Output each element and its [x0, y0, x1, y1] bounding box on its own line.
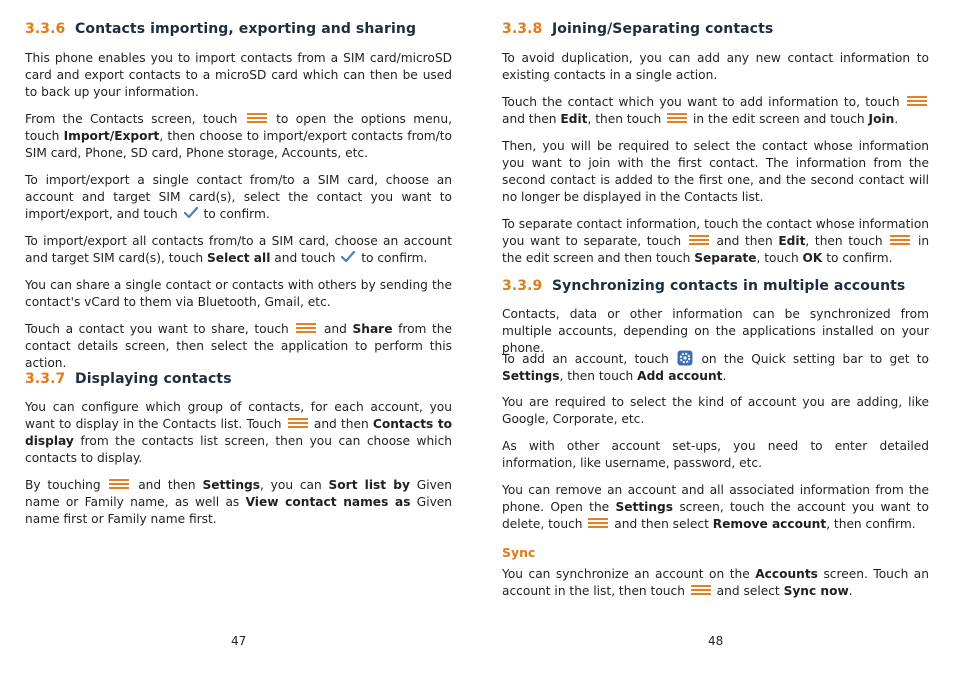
paragraph: To avoid duplication, you can add any new contact information to existing contacts in a single action.	[502, 51, 929, 82]
paragraph: To import/export a single contact from/to a SIM card, choose an account and target SIM card(s), select the contact you want to import/export, and touch to confirm.	[25, 173, 452, 221]
paragraph: To add an account, touch on the Quick setting bar to get to Settings, then touch Add account.	[502, 352, 929, 383]
paragraph: Touch a contact you want to share, touch and Share from the contact details screen, then select the application to perform this action.	[25, 322, 453, 370]
menu-icon	[588, 518, 608, 529]
paragraph: You can configure which group of contacts, for each account, you want to display in the Contacts list. Touch and then Contacts to display from the contacts list screen, then you can choose which contacts to display.	[25, 400, 453, 465]
check-icon	[184, 207, 198, 219]
paragraph: Contacts, data or other information can be synchronized from multiple accounts, depending on the applications installed on your phone.	[502, 307, 929, 355]
check-icon	[341, 251, 355, 263]
menu-icon	[907, 96, 927, 107]
menu-icon	[288, 418, 308, 429]
menu-icon	[247, 113, 267, 124]
paragraph: From the Contacts screen, touch to open the options menu, touch Import/Export, then choose to import/export contacts from/to SIM card, Phone, SD card, Phone storage, Accounts, etc.	[25, 112, 453, 160]
paragraph: You can synchronize an account on the Accounts screen. Touch an account in the list, then touch and select Sync now.	[502, 567, 929, 598]
paragraph: You can share a single contact or contacts with others by sending the contact's vCard to them via Bluetooth, Gmail, etc.	[25, 278, 452, 309]
menu-icon	[296, 323, 316, 334]
paragraph: Then, you will be required to select the contact whose information you want to join with the first contact. The information from the second contact is added to the first one, and the second contact will no longer be displayed in the Contacts list.	[502, 139, 929, 204]
paragraph: To separate contact information, touch the contact whose information you want to separate, touch and then Edit, then touch in the edit screen and then touch Separate, touch OK to confirm.	[502, 217, 930, 265]
section-heading-3-3-7: 3.3.7 Displaying contacts	[25, 371, 232, 387]
menu-icon	[109, 479, 129, 490]
menu-icon	[667, 113, 687, 124]
paragraph: Touch the contact which you want to add information to, touch and then Edit, then touch in the edit screen and touch Join.	[502, 94, 929, 128]
menu-icon	[691, 585, 711, 596]
paragraph: As with other account set-ups, you need to enter detailed information, like username, password, etc.	[502, 439, 929, 470]
page-number: 48	[708, 634, 724, 648]
paragraph: This phone enables you to import contacts from a SIM card/microSD card and export contacts to a microSD card which can then be used to back up your information.	[25, 51, 452, 99]
paragraph: To import/export all contacts from/to a SIM card, choose an account and target SIM card(s), touch Select all and touch to confirm.	[25, 234, 452, 265]
section-heading-3-3-8: 3.3.8 Joining/Separating contacts	[502, 21, 774, 37]
paragraph: You are required to select the kind of account you are adding, like Google, Corporate, etc.	[502, 395, 929, 426]
menu-icon	[890, 235, 910, 246]
menu-icon	[689, 235, 709, 246]
paragraph: By touching and then Settings, you can Sort list by Given name or Family name, as well as View contact names as Given name first or Family name first.	[25, 478, 453, 526]
paragraph: You can remove an account and all associated information from the phone. Open the Settings screen, touch the account you want to delete, touch and then select Remove account, then confirm.	[502, 483, 930, 531]
section-heading-3-3-9: 3.3.9 Synchronizing contacts in multiple accounts	[502, 278, 906, 294]
page-number: 47	[231, 634, 247, 648]
settings-gear-icon	[677, 350, 693, 366]
section-heading-3-3-6: 3.3.6 Contacts importing, exporting and sharing	[25, 21, 417, 37]
subheading-sync: Sync	[502, 545, 536, 560]
